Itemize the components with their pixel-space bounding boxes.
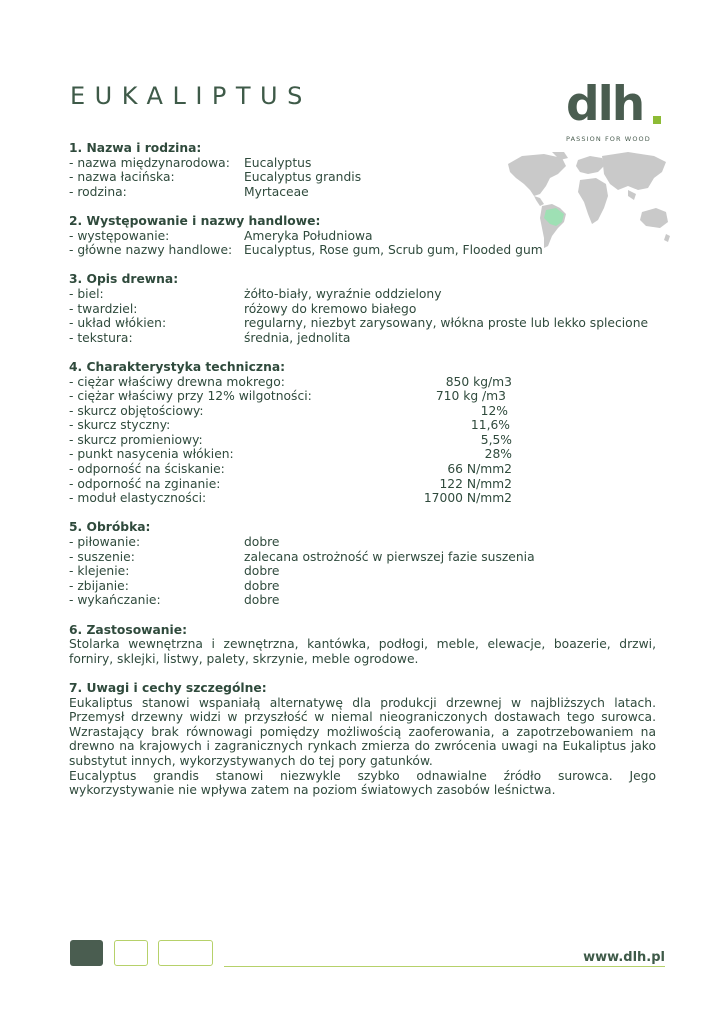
property-label: - skurcz objętościowy: xyxy=(69,403,204,418)
property-value: Ameryka Południowa xyxy=(244,228,373,243)
property-row xyxy=(69,433,656,448)
property-label: - układ włókien: xyxy=(69,316,167,331)
property-value: żółto-biały, wyraźnie oddzielony xyxy=(244,286,442,301)
property-label: - punkt nasycenia włókien: xyxy=(69,447,234,462)
footer-divider xyxy=(224,966,665,967)
content xyxy=(69,141,656,798)
property-row xyxy=(69,404,656,419)
notes-paragraph: Eukaliptus stanowi wspaniałą alternatywę dla produkcji drzewnej w najbliższych latach. Przemysł drzewny widzi w przyszłość w niemal nieograniczonych dostawach tego surowca. Wzrastający brak równowagi pomiędzy możliwością zaoferowania, a zapotrzebowaniem na drewno na krajowych i zagranicznych rynkach zmierza do zwrócenia uwagi na Eukaliptus jako substytut innych, wykorzystywanych do tej pory gatunków. xyxy=(69,695,656,768)
property-row xyxy=(69,243,656,258)
section-title: 2. Występowanie i nazwy handlowe: xyxy=(69,213,321,228)
property-value: 66 N/mm2 xyxy=(447,462,512,477)
property-value: dobre xyxy=(244,593,280,608)
property-value: zalecana ostrożność w pierwszej fazie suszenia xyxy=(244,549,535,564)
property-label: - biel: xyxy=(69,286,104,301)
section-title: 7. Uwagi i cechy szczególne: xyxy=(69,680,267,695)
property-label: - skurcz promieniowy: xyxy=(69,432,203,447)
property-row xyxy=(69,550,656,565)
property-value: 5,5% xyxy=(480,432,512,447)
property-value: 17000 N/mm2 xyxy=(423,491,512,506)
property-label: - nazwa międzynarodowa: xyxy=(69,155,230,170)
property-value: Eucalyptus grandis xyxy=(244,170,362,185)
logo-tagline: PASSION FOR WOOD xyxy=(566,135,651,143)
website-link[interactable]: www.dlh.pl xyxy=(583,950,665,965)
property-row xyxy=(69,375,656,390)
logo-dot xyxy=(653,116,661,124)
property-row xyxy=(69,593,656,608)
property-row xyxy=(69,287,656,302)
property-row xyxy=(69,491,656,506)
property-row xyxy=(69,579,656,594)
property-label: - występowanie: xyxy=(69,228,170,243)
section-title: 6. Zastosowanie: xyxy=(69,622,188,637)
property-row xyxy=(69,302,656,317)
footer-square-filled xyxy=(70,940,103,966)
section-title: 4. Charakterystyka techniczna: xyxy=(69,359,286,374)
property-row xyxy=(69,389,656,404)
property-value: 710 kg /m3 xyxy=(435,389,506,404)
property-label: - ciężar właściwy przy 12% wilgotności: xyxy=(69,389,312,404)
section-processing xyxy=(69,520,656,608)
property-value: 850 kg/m3 xyxy=(445,374,512,389)
property-label: - moduł elastyczności: xyxy=(69,491,207,506)
section-title: 5. Obróbka: xyxy=(69,520,151,535)
section-name-family xyxy=(69,141,656,199)
property-row xyxy=(69,564,656,579)
property-row xyxy=(69,477,656,492)
property-label: - piłowanie: xyxy=(69,535,141,550)
footer-square-outline xyxy=(114,940,148,966)
property-row xyxy=(69,331,656,346)
property-label: - ciężar właściwy drewna mokrego: xyxy=(69,374,285,389)
footer-rect-outline xyxy=(158,940,213,966)
property-label: - skurcz styczny: xyxy=(69,418,171,433)
property-label: - rodzina: xyxy=(69,184,127,199)
property-value: dobre xyxy=(244,535,280,550)
property-label: - tekstura: xyxy=(69,330,133,345)
page-title: EUKALIPTUS xyxy=(70,82,312,110)
property-row xyxy=(69,462,656,477)
section-notes xyxy=(69,681,656,798)
property-value: Eucalyptus xyxy=(244,155,312,170)
property-row xyxy=(69,418,656,433)
property-label: - suszenie: xyxy=(69,549,135,564)
property-row xyxy=(69,156,656,171)
property-row xyxy=(69,229,656,244)
property-row xyxy=(69,185,656,200)
property-label: - odporność na zginanie: xyxy=(69,476,221,491)
property-row xyxy=(69,535,656,550)
property-value: 28% xyxy=(484,447,512,462)
property-value: dobre xyxy=(244,578,280,593)
property-row xyxy=(69,447,656,462)
property-label: - klejenie: xyxy=(69,564,130,579)
property-value: 12% xyxy=(480,403,508,418)
property-label: - twardziel: xyxy=(69,301,138,316)
property-label: - wykańczanie: xyxy=(69,593,161,608)
property-value: regularny, niezbyt zarysowany, włókna proste lub lekko splecione xyxy=(244,316,649,331)
property-label: - nazwa łacińska: xyxy=(69,170,175,185)
property-label: - główne nazwy handlowe: xyxy=(69,243,233,258)
section-usage xyxy=(69,623,656,667)
section-title: 3. Opis drewna: xyxy=(69,272,179,287)
section-wood-description xyxy=(69,272,656,345)
property-value: 122 N/mm2 xyxy=(439,476,512,491)
property-value: średnia, jednolita xyxy=(244,330,351,345)
dlh-logo xyxy=(566,77,666,146)
property-value: Eucalyptus, Rose gum, Scrub gum, Flooded gum xyxy=(244,243,543,258)
section-occurrence xyxy=(69,214,656,258)
usage-text: Stolarka wewnętrzna i zewnętrzna, kantówka, podłogi, meble, elewacje, boazerie, drzwi, forniry, sklejki, listwy, palety, skrzynie, meble ogrodowe. xyxy=(69,637,656,666)
property-value: różowy do kremowo białego xyxy=(244,301,417,316)
property-label: - zbijanie: xyxy=(69,578,129,593)
logo-mark: dlh xyxy=(566,77,644,132)
property-row xyxy=(69,316,656,331)
property-value: 11,6% xyxy=(470,418,510,433)
section-title: 1. Nazwa i rodzina: xyxy=(69,141,202,155)
property-row xyxy=(69,170,656,185)
property-value: dobre xyxy=(244,564,280,579)
section-technical xyxy=(69,360,656,506)
property-label: - odporność na ściskanie: xyxy=(69,462,225,477)
notes-paragraph: Eucalyptus grandis stanowi niezwykle szybko odnawialne źródło surowca. Jego wykorzystywanie nie wpływa zatem na poziom światowych zasobów leśnictwa. xyxy=(69,768,656,798)
property-value: Myrtaceae xyxy=(244,184,309,199)
